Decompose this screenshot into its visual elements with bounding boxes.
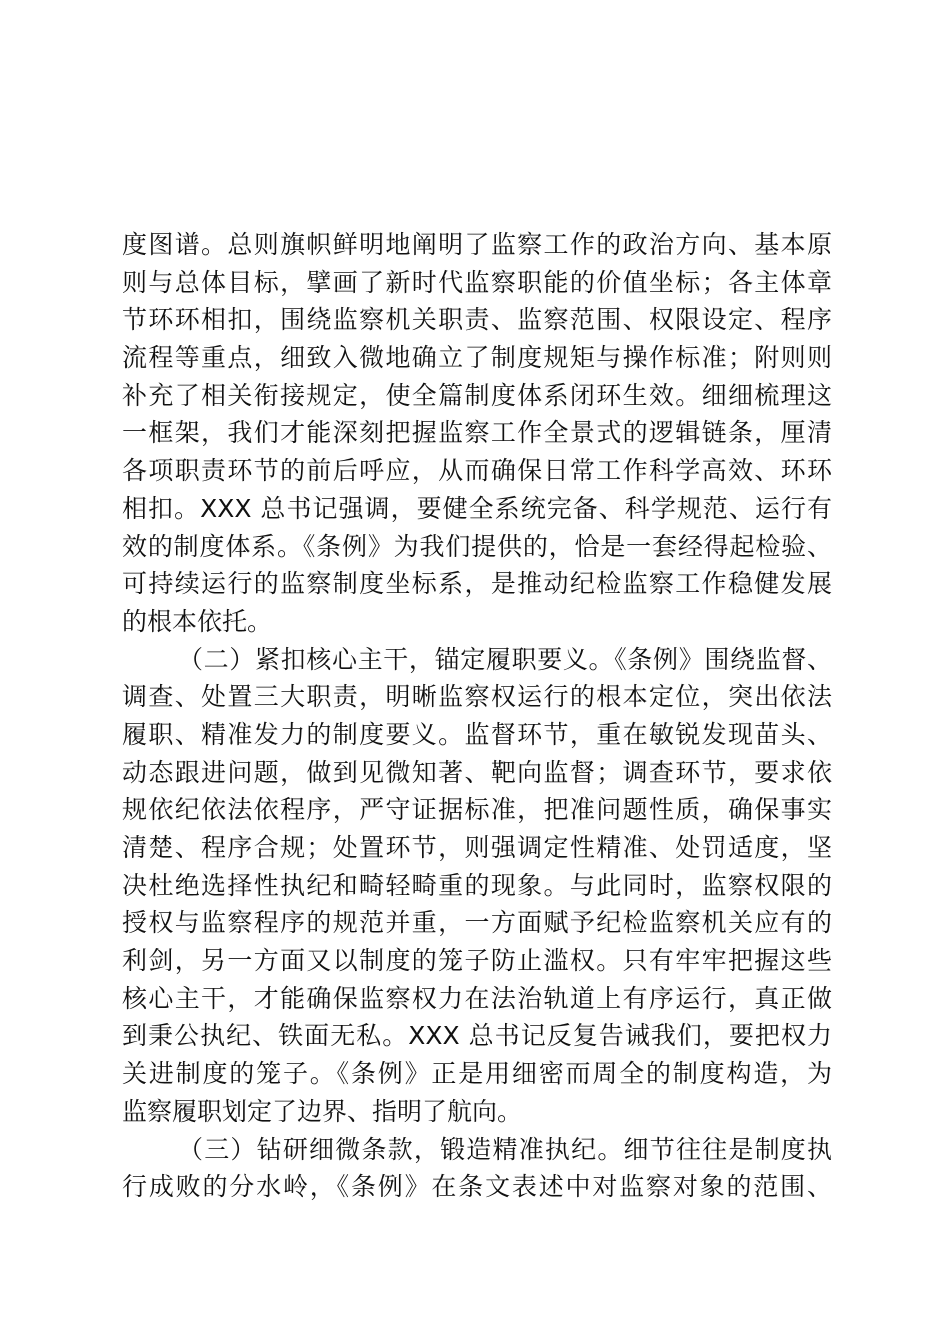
section-heading-line: （三）钻研细微条款，锻造精准执纪。细节往往是制度执 [178, 1134, 832, 1164]
text-line: 各项职责环节的前后呼应，从而确保日常工作科学高效、环环 [122, 456, 832, 486]
text-line: 节环环相扣，围绕监察机关职责、监察范围、权限设定、程序 [122, 305, 832, 335]
text-line: 调查、处置三大职责，明晰监察权运行的根本定位，突出依法 [122, 682, 832, 712]
text-line: 决杜绝选择性执纪和畸轻畸重的现象。与此同时，监察权限的 [122, 870, 832, 900]
text-line: 授权与监察程序的规范并重，一方面赋予纪检监察机关应有的 [122, 908, 832, 938]
text-line: 效的制度体系。《条例》为我们提供的，恰是一套经得起检验、 [122, 531, 832, 561]
text-line: 关进制度的笼子。《条例》正是用细密而周全的制度构造，为 [122, 1059, 832, 1089]
text-line: 一框架，我们才能深刻把握监察工作全景式的逻辑链条，厘清 [122, 418, 832, 448]
text-line: 则与总体目标，擘画了新时代监察职能的价值坐标；各主体章 [122, 267, 832, 297]
text-line: 行成败的分水岭，《条例》在条文表述中对监察对象的范围、 [122, 1172, 832, 1202]
section-heading-line: （二）紧扣核心主干，锚定履职要义。《条例》围绕监督、 [178, 644, 832, 674]
text-line: 补充了相关衔接规定，使全篇制度体系闭环生效。细细梳理这 [122, 380, 832, 410]
text-line: 度图谱。总则旗帜鲜明地阐明了监察工作的政治方向、基本原 [122, 230, 832, 259]
text-line: 清楚、程序合规；处置环节，则强调定性精准、处罚适度，坚 [122, 833, 832, 862]
text-line: 履职、精准发力的制度要义。监督环节，重在敏锐发现苗头、 [122, 719, 832, 749]
text-line: 利剑，另一方面又以制度的笼子防止滥权。只有牢牢把握这些 [122, 946, 832, 976]
text-line: 动态跟进问题，做到见微知著、靶向监督；调查环节，要求依 [122, 757, 832, 787]
text-line: 相扣。XXX 总书记强调，要健全系统完备、科学规范、运行有 [122, 493, 832, 523]
body-text [122, 226, 832, 1206]
text-line: 规依纪依法依程序，严守证据标准，把准问题性质，确保事实 [122, 795, 832, 825]
text-line: 的根本依托。 [122, 606, 273, 636]
text-line: 核心主干，才能确保监察权力在法治轨道上有序运行，真正做 [122, 983, 832, 1013]
text-line: 监察履职划定了边界、指明了航向。 [122, 1096, 523, 1126]
text-line: 到秉公执纪、铁面无私。XXX 总书记反复告诫我们，要把权力 [122, 1021, 832, 1051]
text-line: 流程等重点，细致入微地确立了制度规矩与操作标准；附则则 [122, 343, 832, 373]
text-line: 可持续运行的监察制度坐标系，是推动纪检监察工作稳健发展 [122, 569, 832, 599]
